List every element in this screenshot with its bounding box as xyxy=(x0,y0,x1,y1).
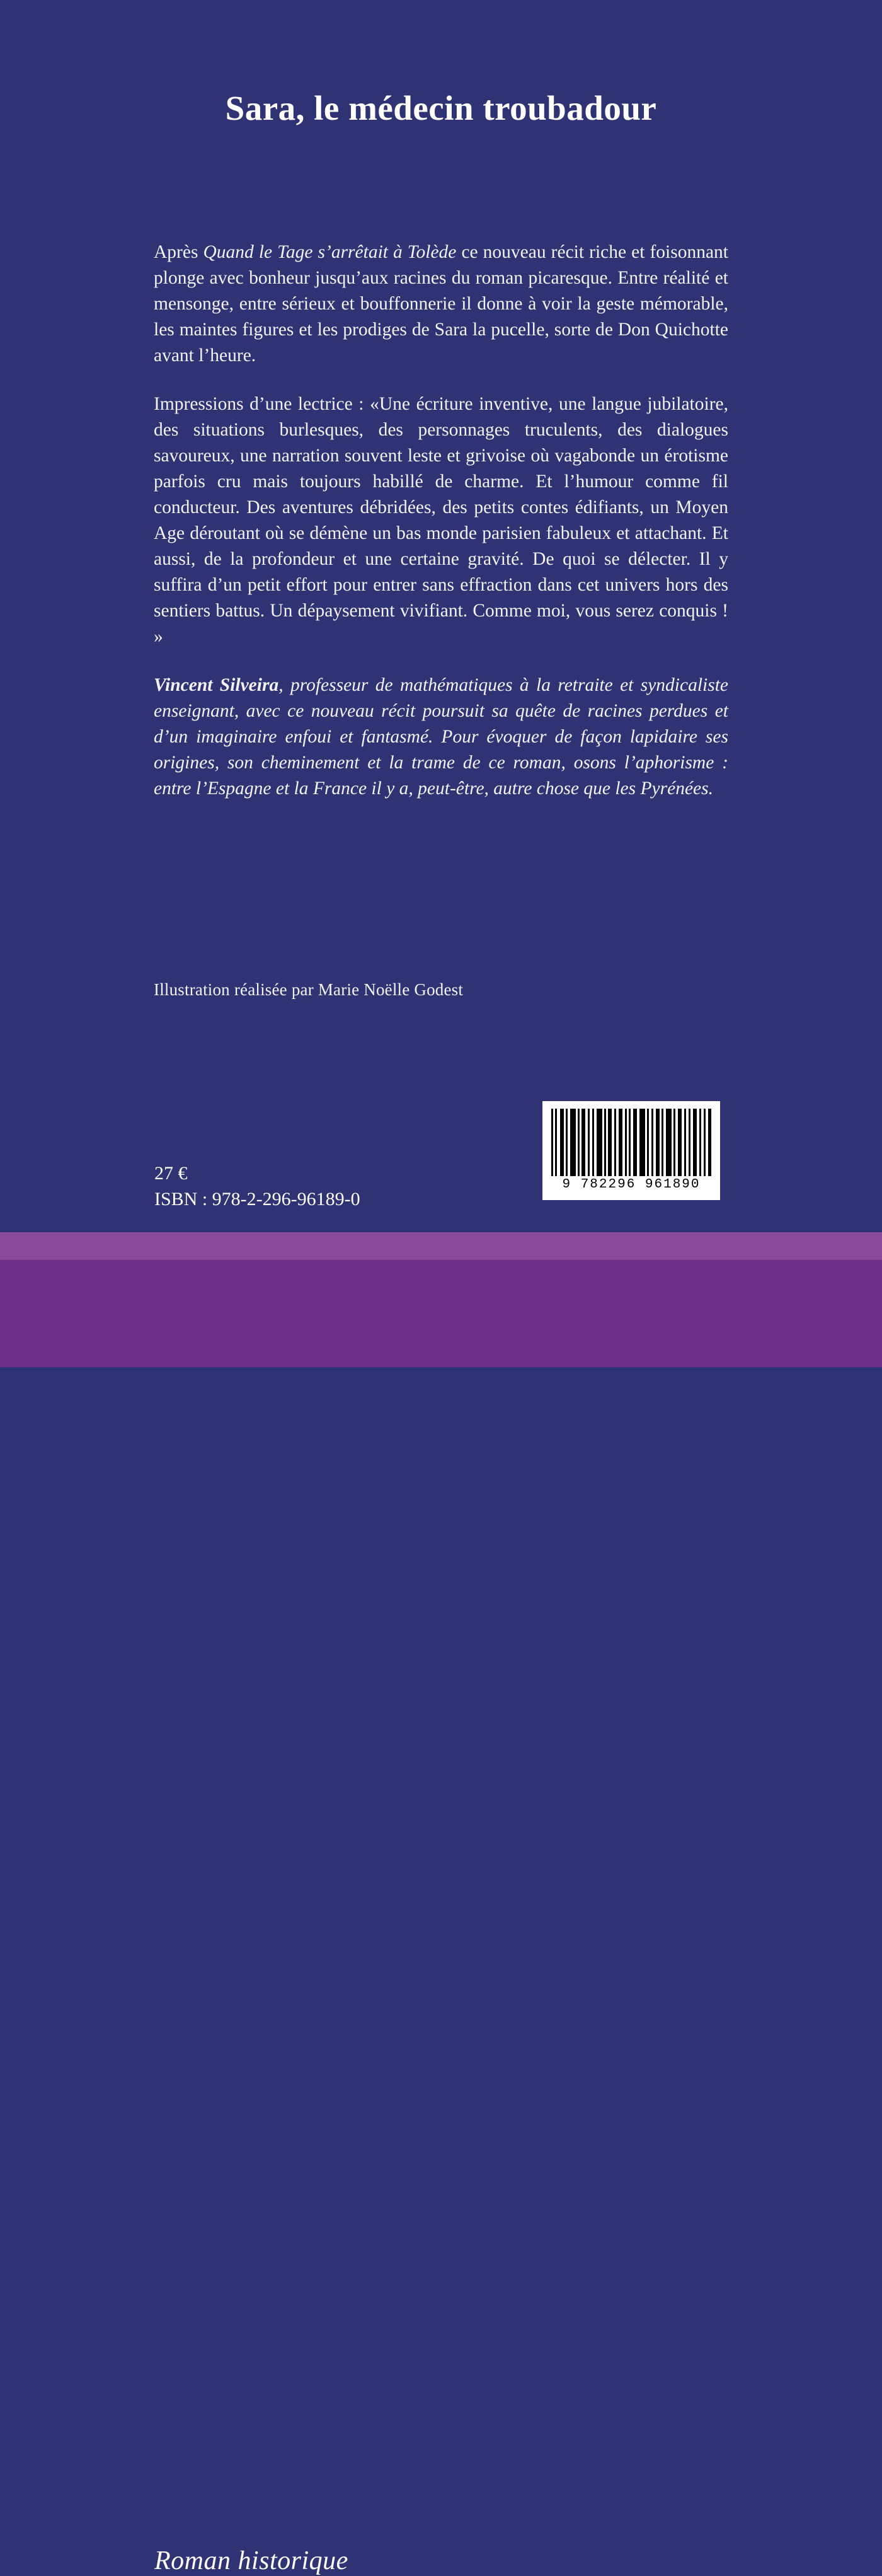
barcode-bars xyxy=(551,1109,711,1176)
barcode-number: 9 782296 961890 xyxy=(562,1177,701,1192)
category-label: Roman historique xyxy=(154,2546,348,2575)
price-label: 27 € xyxy=(154,1163,188,1184)
footer-band xyxy=(0,1260,882,2575)
blurb-paragraph-1 xyxy=(154,240,728,369)
accent-band xyxy=(0,1232,882,1260)
isbn-label: ISBN : 978-2-296-96189-0 xyxy=(154,1189,360,1210)
author-name: Vincent Silveira xyxy=(154,675,279,695)
blurb-container xyxy=(154,240,728,802)
previous-book-title: Quand le Tage s’arrêtait à Tolède xyxy=(203,242,457,262)
author-bio: , professeur de mathématiques à la retraite et syndicaliste enseignant, avec ce nouveau récit poursuit sa quête de racines perdues et d’un imaginaire enfoui et fantasmé. Pour évoquer de façon lapidaire ses origines, son cheminement et la trame de ce roman, osons l’aphorisme : entre l’Espagne et la France il y a, peut-être, autre chose que les Pyrénées. xyxy=(154,675,728,799)
blurb-1-rest: ce nouveau récit riche et foisonnant plonge avec bonheur jusqu’aux racines du roman picaresque. Entre réalité et mensonge, entre sérieux et bouffonnerie il donne à voir la geste mémorable, les maintes figures et les prodiges de Sara la pucelle, sorte de Don Quichotte avant l’heure. xyxy=(154,242,728,366)
author-paragraph xyxy=(154,673,728,802)
page-title: Sara, le médecin troubadour xyxy=(225,89,657,127)
blurb-paragraph-2: Impressions d’une lectrice : «Une écriture inventive, une langue jubilatoire, des situations burlesques, des personnages truculents, des dialogues savoureux, une narration souvent leste et grivoise où vagabonde un érotisme parfois cru mais toujours habillé de charme. Et l’humour comme fil conducteur. Des aventures débridées, des petits contes édifiants, un Moyen Age déroutant où se démène un bas monde parisien fabuleux et attachant. Et aussi, de la profondeur et une certaine gravité. De quoi se délecter. Il y suffira d’un petit effort pour entrer sans effraction dans cet univers hors des sentiers battus. Un dépaysement vivifiant. Comme moi, vous serez conquis ! » xyxy=(154,394,728,647)
illustration-credit: Illustration réalisée par Marie Noëlle Godest xyxy=(154,980,464,999)
barcode xyxy=(542,1101,720,1200)
blurb-1-lead: Après xyxy=(154,242,203,262)
